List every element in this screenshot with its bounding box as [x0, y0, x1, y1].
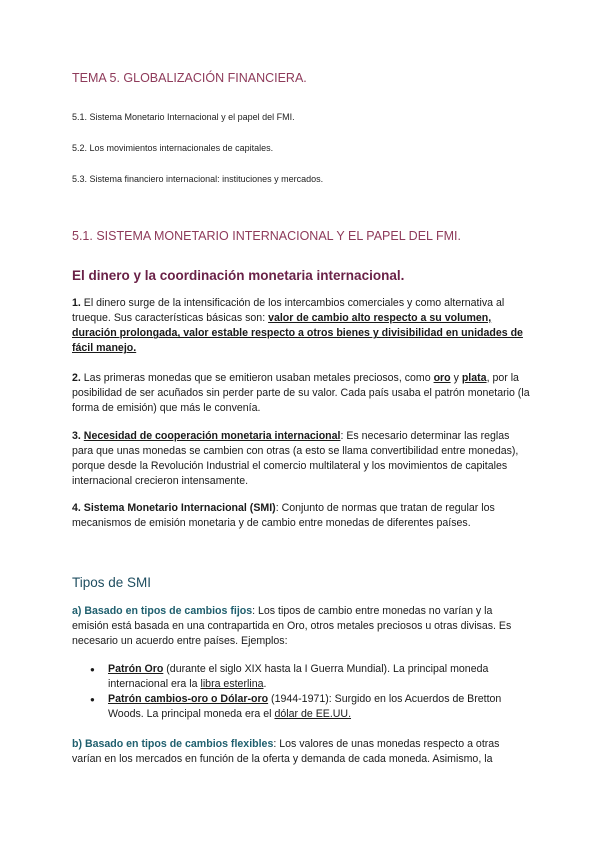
paragraph-fixed-rates	[72, 604, 530, 649]
list-item-term: Patrón cambios-oro o Dólar-oro	[108, 693, 269, 706]
paragraph-2-text: Las primeras monedas que se emitieron usaban metales preciosos, como	[80, 372, 434, 384]
document-title: TEMA 5. GLOBALIZACIÓN FINANCIERA.	[72, 71, 307, 85]
paragraph-4-key-term: 4. Sistema Monetario Internacional (SMI)	[72, 502, 276, 514]
toc-item-1: 5.1. Sistema Monetario Internacional y el papel del FMI.	[72, 112, 295, 122]
fixed-rates-text: : Los tipos de cambio entre monedas no varían y la emisión está basada en una contrapartida en Oro, otros metales preciosos u otras divisas. Es necesario un acuerdo entre países. Ejemplos:	[72, 605, 512, 648]
list-item	[90, 692, 530, 722]
paragraph-3	[72, 429, 530, 489]
subheading-smi-types: Tipos de SMI	[72, 575, 152, 590]
term-oro: oro	[433, 372, 451, 384]
list-item-currency: dólar de EE.UU.	[274, 708, 352, 721]
paragraph-3-key-term: Necesidad de cooperación monetaria internacional	[83, 430, 341, 442]
list-item-text: (durante el siglo XIX hasta la I Guerra Mundial). La principal moneda internacional era la	[108, 663, 489, 691]
list-item-text: (1944-1971): Surgido en los Acuerdos de Bretton Woods. La principal moneda era el	[108, 693, 502, 721]
paragraph-2-text-end: , por la posibilidad de ser acuñados sin perder parte de su valor. Cada país usaba el patrón monetario (la forma de emisión) que más le convenía.	[72, 372, 530, 415]
list-item-term: Patrón Oro	[108, 663, 164, 675]
paragraph-1-number: 1.	[72, 297, 81, 309]
list-item	[90, 662, 530, 692]
paragraph-1-text: El dinero surge de la intensificación de los intercambios comerciales y como alternativa al trueque. Sus características básicas son:	[72, 297, 505, 325]
fixed-rates-label: a) Basado en tipos de cambios fijos	[72, 605, 253, 617]
term-plata: plata	[461, 372, 487, 384]
flexible-rates-label: b) Basado en tipos de cambios flexibles	[72, 738, 274, 750]
conjunction: y	[450, 372, 462, 384]
paragraph-1	[72, 296, 530, 356]
paragraph-4-text: : Conjunto de normas que tratan de regular los mecanismos de emisión monetaria y de cambio entre monedas de diferentes países.	[72, 502, 495, 530]
toc-item-2: 5.2. Los movimientos internacionales de capitales.	[72, 143, 274, 153]
paragraph-4	[72, 501, 530, 531]
examples-list	[90, 662, 530, 722]
paragraph-3-text: : Es necesario determinar las reglas para que unas monedas se cambien con otras (a esto se llama convertibilidad entre monedas), porque desde la Revolución Industrial el comercio multilateral y los movimientos de capitales internacional crecieron intensamente.	[72, 430, 519, 488]
paragraph-2	[72, 371, 530, 416]
flexible-rates-text: : Los valores de unas monedas respecto a otras varían en los mercados en función de la oferta y demanda de cada moneda. Asimismo, la	[72, 738, 500, 766]
paragraph-2-number: 2.	[72, 372, 81, 384]
list-item-currency: libra esterlina	[200, 678, 264, 691]
paragraph-1-key-features: valor de cambio alto respecto a su volumen, duración prolongada, valor estable respecto a otros bienes y divisibilidad en unidades de fácil manejo.	[72, 312, 523, 355]
paragraph-flexible-rates	[72, 737, 530, 767]
list-item-text-end: .	[263, 678, 267, 691]
section-heading: 5.1. SISTEMA MONETARIO INTERNACIONAL Y EL PAPEL DEL FMI.	[72, 229, 461, 243]
subheading-money: El dinero y la coordinación monetaria internacional.	[72, 268, 405, 283]
toc-item-3: 5.3. Sistema financiero internacional: instituciones y mercados.	[72, 174, 324, 184]
paragraph-3-number: 3.	[72, 430, 81, 442]
